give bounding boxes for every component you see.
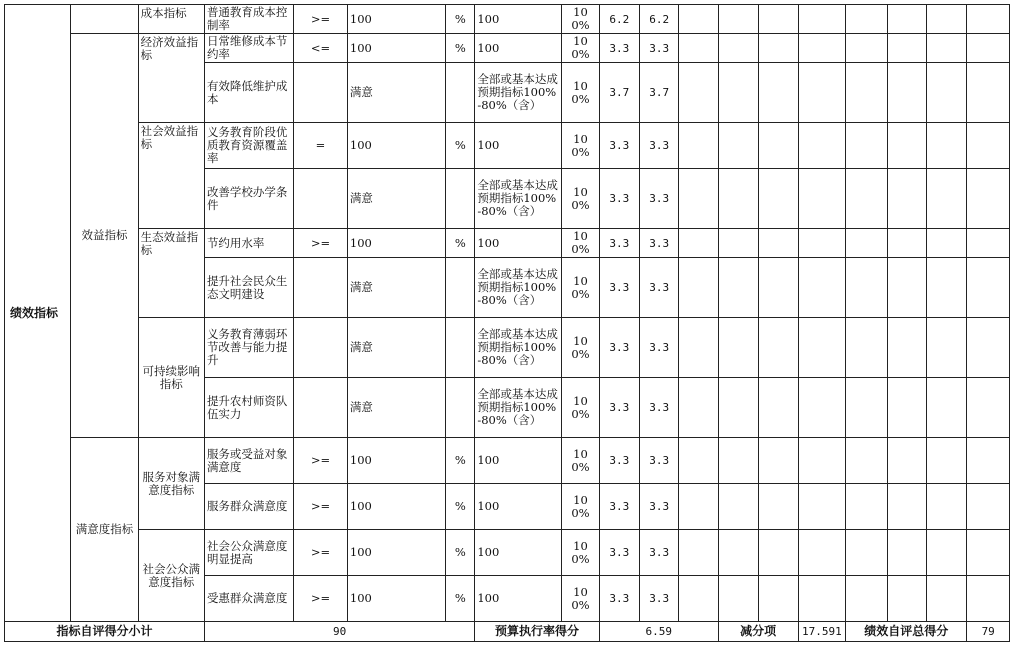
weight: 3.3 (599, 438, 639, 484)
actual-value: 全部或基本达成预期指标100%-80%（含） (475, 378, 562, 438)
unit: % (446, 229, 475, 258)
level2-benefit: 效益指标 (71, 34, 138, 438)
empty-cell (718, 438, 758, 484)
empty-cell (887, 63, 926, 123)
empty-cell (798, 438, 846, 484)
score: 3.3 (640, 438, 679, 484)
operator: >= (294, 229, 348, 258)
weight: 3.3 (599, 484, 639, 530)
empty-cell (759, 258, 798, 318)
level1-indicator: 绩效指标 (5, 5, 71, 622)
empty-cell (967, 34, 1010, 63)
empty-cell (759, 438, 798, 484)
indicator-name: 普通教育成本控制率 (204, 5, 293, 34)
score: 3.3 (640, 34, 679, 63)
empty-cell (679, 5, 718, 34)
actual-value: 全部或基本达成预期指标100%-80%（含） (475, 318, 562, 378)
indicator-name: 改善学校办学条件 (204, 169, 293, 229)
empty-cell (967, 576, 1010, 622)
empty-cell (718, 229, 758, 258)
operator (294, 318, 348, 378)
deduction-value: 17.591 (798, 622, 846, 642)
empty-cell (679, 169, 718, 229)
operator: = (294, 123, 348, 169)
group-cost: 成本指标 (138, 5, 204, 34)
target-value: 满意 (347, 378, 445, 438)
operator: >= (294, 5, 348, 34)
empty-cell (718, 484, 758, 530)
target-value: 100 (347, 576, 445, 622)
actual-value: 100 (475, 123, 562, 169)
empty-cell (846, 438, 887, 484)
empty-cell (967, 378, 1010, 438)
subtotal-label: 指标自评得分小计 (5, 622, 205, 642)
empty-cell (846, 530, 887, 576)
target-value: 100 (347, 123, 445, 169)
operator: >= (294, 576, 348, 622)
empty-cell (798, 5, 846, 34)
indicator-name: 提升农村师资队伍实力 (204, 378, 293, 438)
group-ecological: 生态效益指标 (138, 229, 204, 318)
empty-cell (798, 123, 846, 169)
empty-cell (926, 438, 966, 484)
target-value: 满意 (347, 258, 445, 318)
score: 3.3 (640, 169, 679, 229)
empty-cell (679, 530, 718, 576)
score: 3.3 (640, 318, 679, 378)
empty-cell (887, 169, 926, 229)
empty-cell (718, 169, 758, 229)
empty-cell (926, 63, 966, 123)
unit: % (446, 34, 475, 63)
completion-rate: 100% (562, 378, 599, 438)
weight: 3.3 (599, 34, 639, 63)
empty-cell (887, 438, 926, 484)
empty-cell (887, 378, 926, 438)
operator: >= (294, 484, 348, 530)
actual-value: 全部或基本达成预期指标100%-80%（含） (475, 169, 562, 229)
score: 3.3 (640, 258, 679, 318)
empty-cell (887, 258, 926, 318)
empty-cell (887, 34, 926, 63)
budget-score-value: 6.59 (599, 622, 718, 642)
target-value: 满意 (347, 169, 445, 229)
target-value: 100 (347, 530, 445, 576)
operator (294, 258, 348, 318)
empty-cell (679, 63, 718, 123)
indicator-name: 有效降低维护成本 (204, 63, 293, 123)
completion-rate: 100% (562, 123, 599, 169)
empty-cell (926, 5, 966, 34)
empty-cell (759, 530, 798, 576)
table-row (5, 438, 1010, 484)
unit: % (446, 5, 475, 34)
table-row (5, 123, 1010, 169)
completion-rate: 100% (562, 576, 599, 622)
weight: 3.3 (599, 378, 639, 438)
empty-cell (798, 318, 846, 378)
empty-cell (967, 530, 1010, 576)
weight: 3.3 (599, 169, 639, 229)
empty-cell (846, 484, 887, 530)
actual-value: 100 (475, 5, 562, 34)
empty-cell (798, 229, 846, 258)
empty-cell (718, 63, 758, 123)
completion-rate: 100% (562, 258, 599, 318)
empty-cell (679, 484, 718, 530)
empty-cell (967, 484, 1010, 530)
unit: % (446, 438, 475, 484)
operator (294, 378, 348, 438)
empty-cell (718, 318, 758, 378)
subtotal-value: 90 (204, 622, 474, 642)
table-row (5, 530, 1010, 576)
completion-rate: 100% (562, 530, 599, 576)
weight: 3.3 (599, 576, 639, 622)
completion-rate: 100% (562, 229, 599, 258)
completion-rate: 100% (562, 438, 599, 484)
group-social: 社会效益指标 (138, 123, 204, 229)
operator (294, 63, 348, 123)
indicator-name: 服务或受益对象满意度 (204, 438, 293, 484)
empty-cell (926, 123, 966, 169)
indicator-name: 受惠群众满意度 (204, 576, 293, 622)
empty-cell (887, 5, 926, 34)
actual-value: 100 (475, 229, 562, 258)
indicator-name: 社会公众满意度明显提高 (204, 530, 293, 576)
target-value: 100 (347, 229, 445, 258)
completion-rate: 100% (562, 484, 599, 530)
operator (294, 169, 348, 229)
unit (446, 378, 475, 438)
empty-cell (718, 5, 758, 34)
empty-cell (887, 484, 926, 530)
empty-cell (759, 229, 798, 258)
unit (446, 63, 475, 123)
group-service-satisfaction: 服务对象满意度指标 (138, 438, 204, 530)
empty-cell (846, 378, 887, 438)
score: 3.3 (640, 530, 679, 576)
weight: 3.7 (599, 63, 639, 123)
empty-cell (759, 34, 798, 63)
empty-cell (887, 576, 926, 622)
unit (446, 258, 475, 318)
group-sustain: 可持续影响指标 (138, 318, 204, 438)
score: 3.3 (640, 484, 679, 530)
actual-value: 100 (475, 576, 562, 622)
empty-cell (967, 258, 1010, 318)
score: 3.3 (640, 576, 679, 622)
completion-rate: 100% (562, 5, 599, 34)
table-row (5, 5, 1010, 34)
empty-cell (718, 378, 758, 438)
group-public-satisfaction: 社会公众满意度指标 (138, 530, 204, 622)
actual-value: 100 (475, 34, 562, 63)
empty-cell (887, 318, 926, 378)
empty-cell (926, 34, 966, 63)
empty-cell (718, 258, 758, 318)
empty-cell (846, 123, 887, 169)
actual-value: 100 (475, 438, 562, 484)
empty-cell (887, 123, 926, 169)
empty-cell (679, 576, 718, 622)
empty-cell (926, 318, 966, 378)
completion-rate: 100% (562, 63, 599, 123)
score: 3.7 (640, 63, 679, 123)
empty-cell (759, 378, 798, 438)
completion-rate: 100% (562, 34, 599, 63)
table-row (5, 34, 1010, 63)
empty-cell (718, 576, 758, 622)
completion-rate: 100% (562, 318, 599, 378)
empty-cell (759, 5, 798, 34)
empty-cell (759, 484, 798, 530)
actual-value: 100 (475, 530, 562, 576)
empty-cell (967, 229, 1010, 258)
empty-cell (846, 229, 887, 258)
empty-cell (798, 258, 846, 318)
target-value: 100 (347, 484, 445, 530)
empty-cell (759, 576, 798, 622)
empty-cell (798, 576, 846, 622)
empty-cell (798, 484, 846, 530)
empty-cell (71, 5, 138, 34)
table-row (5, 318, 1010, 378)
empty-cell (759, 169, 798, 229)
actual-value: 全部或基本达成预期指标100%-80%（含） (475, 63, 562, 123)
empty-cell (967, 438, 1010, 484)
empty-cell (846, 34, 887, 63)
empty-cell (926, 576, 966, 622)
unit: % (446, 576, 475, 622)
empty-cell (679, 318, 718, 378)
total-score-value: 79 (967, 622, 1010, 642)
empty-cell (759, 63, 798, 123)
target-value: 100 (347, 34, 445, 63)
score: 6.2 (640, 5, 679, 34)
score: 3.3 (640, 229, 679, 258)
target-value: 100 (347, 5, 445, 34)
empty-cell (798, 34, 846, 63)
actual-value: 100 (475, 484, 562, 530)
weight: 3.3 (599, 530, 639, 576)
operator: <= (294, 34, 348, 63)
indicator-name: 提升社会民众生态文明建设 (204, 258, 293, 318)
weight: 3.3 (599, 123, 639, 169)
actual-value: 全部或基本达成预期指标100%-80%（含） (475, 258, 562, 318)
empty-cell (798, 530, 846, 576)
empty-cell (887, 229, 926, 258)
empty-cell (679, 378, 718, 438)
empty-cell (718, 34, 758, 63)
operator: >= (294, 438, 348, 484)
indicator-name: 服务群众满意度 (204, 484, 293, 530)
empty-cell (926, 378, 966, 438)
performance-evaluation-table (4, 4, 1010, 642)
empty-cell (798, 378, 846, 438)
empty-cell (846, 5, 887, 34)
empty-cell (967, 123, 1010, 169)
operator: >= (294, 530, 348, 576)
unit: % (446, 123, 475, 169)
table-row (5, 229, 1010, 258)
indicator-name: 日常维修成本节约率 (204, 34, 293, 63)
score: 3.3 (640, 123, 679, 169)
unit (446, 318, 475, 378)
indicator-name: 节约用水率 (204, 229, 293, 258)
empty-cell (926, 484, 966, 530)
indicator-name: 义务教育阶段优质教育资源覆盖率 (204, 123, 293, 169)
total-score-label: 绩效自评总得分 (846, 622, 967, 642)
indicator-name: 义务教育薄弱环节改善与能力提升 (204, 318, 293, 378)
empty-cell (967, 169, 1010, 229)
empty-cell (926, 169, 966, 229)
empty-cell (798, 63, 846, 123)
empty-cell (967, 63, 1010, 123)
weight: 3.3 (599, 318, 639, 378)
weight: 6.2 (599, 5, 639, 34)
target-value: 满意 (347, 63, 445, 123)
weight: 3.3 (599, 229, 639, 258)
budget-score-label: 预算执行率得分 (475, 622, 599, 642)
completion-rate: 100% (562, 169, 599, 229)
empty-cell (926, 258, 966, 318)
empty-cell (846, 169, 887, 229)
empty-cell (679, 229, 718, 258)
empty-cell (926, 229, 966, 258)
unit: % (446, 530, 475, 576)
empty-cell (926, 530, 966, 576)
empty-cell (846, 258, 887, 318)
empty-cell (967, 5, 1010, 34)
summary-row (5, 622, 1010, 642)
empty-cell (679, 123, 718, 169)
empty-cell (846, 63, 887, 123)
level2-satisfaction: 满意度指标 (71, 438, 138, 622)
empty-cell (798, 169, 846, 229)
group-economic: 经济效益指标 (138, 34, 204, 123)
empty-cell (679, 34, 718, 63)
deduction-label: 减分项 (718, 622, 798, 642)
empty-cell (759, 318, 798, 378)
empty-cell (718, 123, 758, 169)
empty-cell (967, 318, 1010, 378)
target-value: 满意 (347, 318, 445, 378)
unit (446, 169, 475, 229)
empty-cell (718, 530, 758, 576)
score: 3.3 (640, 378, 679, 438)
empty-cell (679, 438, 718, 484)
empty-cell (759, 123, 798, 169)
empty-cell (679, 258, 718, 318)
empty-cell (846, 318, 887, 378)
unit: % (446, 484, 475, 530)
empty-cell (846, 576, 887, 622)
weight: 3.3 (599, 258, 639, 318)
target-value: 100 (347, 438, 445, 484)
empty-cell (887, 530, 926, 576)
